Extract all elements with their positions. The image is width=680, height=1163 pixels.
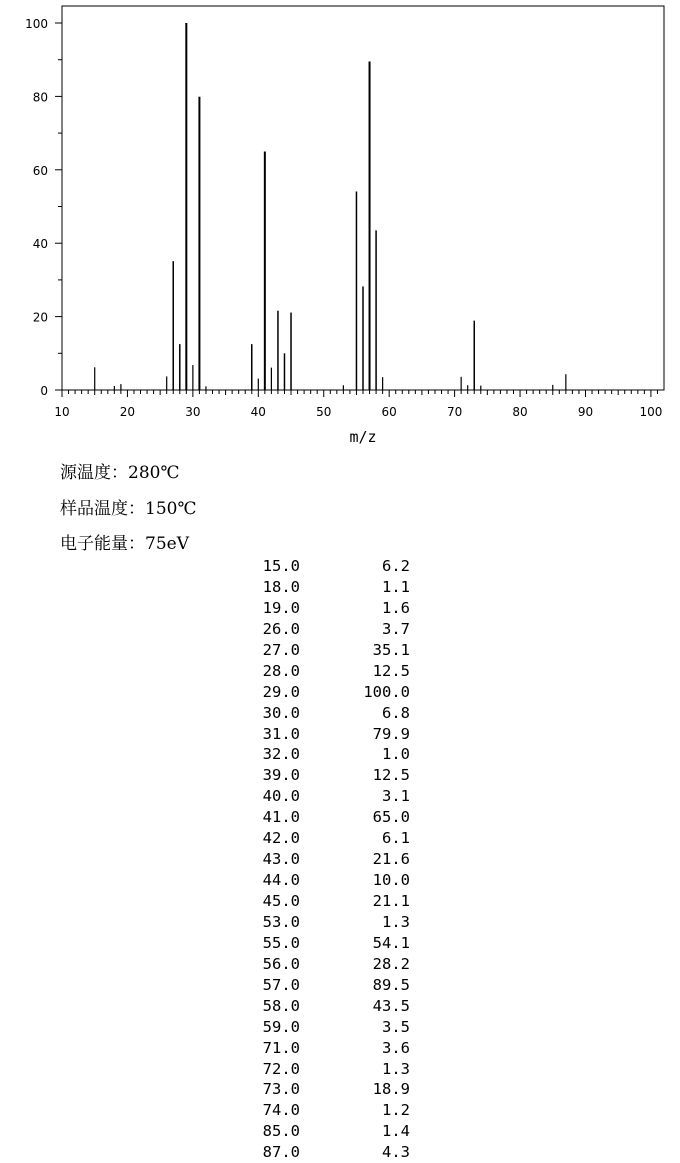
table-row [240,1059,440,1080]
table-row [240,870,440,891]
intensity-value: 3.1 [382,787,410,806]
mz-value: 41.0 [262,808,300,827]
table-row [240,891,440,912]
x-tick-label: 30 [185,405,201,419]
mz-value: 44.0 [262,871,300,890]
table-row [240,807,440,828]
mz-value: 42.0 [262,829,300,848]
table-row [240,786,440,807]
intensity-value: 21.6 [372,850,410,869]
mz-value: 58.0 [262,996,300,1015]
mz-value: 39.0 [262,766,300,785]
mz-value: 57.0 [262,975,300,994]
intensity-value: 100.0 [363,682,410,701]
peak-table [240,556,440,1163]
electron-energy [60,529,189,554]
intensity-value: 12.5 [372,766,410,785]
mz-value: 74.0 [262,1101,300,1120]
mass-spectrum-chart [0,0,680,450]
intensity-value: 6.8 [382,703,410,722]
table-row [240,933,440,954]
y-tick-label: 100 [25,17,48,31]
x-axis-label: m/z [349,428,377,446]
table-row [240,765,440,786]
mz-value: 40.0 [262,787,300,806]
electron-energy-label: 电子能量： [60,534,145,554]
table-row [240,849,440,870]
mz-value: 45.0 [262,892,300,910]
table-row [240,682,440,703]
x-tick-label: 60 [381,405,397,419]
table-row [240,912,440,933]
mz-value: 55.0 [262,933,300,952]
spectrum-peaks [95,23,566,390]
mz-value: 71.0 [262,1038,300,1057]
intensity-value: 6.1 [382,829,410,848]
mz-value: 43.0 [262,850,300,869]
table-row [240,703,440,724]
intensity-value: 1.4 [382,1122,410,1141]
intensity-value: 43.5 [372,996,410,1015]
x-tick-label: 50 [316,405,332,419]
table-row [240,619,440,640]
y-axis [25,17,62,398]
intensity-value: 12.5 [372,661,410,680]
intensity-value: 3.7 [382,619,410,638]
mz-value: 59.0 [262,1017,300,1036]
intensity-value: 4.3 [382,1143,410,1162]
x-axis [54,390,662,419]
intensity-value: 1.6 [382,598,410,617]
intensity-value: 3.5 [382,1017,410,1036]
mz-value: 72.0 [262,1059,300,1078]
y-tick-label: 40 [32,237,48,252]
table-row [240,1100,440,1121]
table-row [240,577,440,598]
y-tick-label: 80 [32,90,48,105]
mz-value: 56.0 [262,954,300,973]
table-row [240,598,440,619]
mz-value: 18.0 [262,577,300,596]
y-tick-label: 60 [32,163,48,178]
intensity-value: 6.2 [382,557,410,575]
source-temperature-value: 280℃ [128,463,180,483]
intensity-value: 18.9 [372,1080,410,1099]
mz-value: 29.0 [262,682,300,701]
intensity-value: 1.1 [382,577,410,596]
intensity-value: 35.1 [372,640,410,659]
table-row [240,996,440,1017]
source-temperature-label: 源温度： [60,463,128,483]
intensity-value: 10.0 [372,871,410,890]
table-row [240,1017,440,1038]
table-row [240,556,440,577]
electron-energy-value: 75eV [145,534,189,554]
mz-value: 31.0 [262,724,300,743]
mz-value: 32.0 [262,745,300,764]
table-row [240,1079,440,1100]
x-tick-label: 90 [577,405,594,419]
intensity-value: 65.0 [372,808,410,827]
x-tick-label: 10 [54,405,70,419]
table-row [240,1121,440,1142]
intensity-value: 79.9 [372,724,410,743]
sample-temperature-label: 样品温度： [60,499,145,519]
mz-value: 27.0 [262,640,300,659]
table-row [240,828,440,849]
source-temperature [60,458,179,483]
mz-value: 26.0 [262,619,300,638]
mz-value: 73.0 [262,1080,300,1099]
intensity-value: 1.3 [382,1059,410,1078]
table-row [240,640,440,661]
intensity-value: 21.1 [372,892,410,910]
sample-temperature [60,494,196,519]
x-tick-label: 80 [512,405,528,419]
mz-value: 30.0 [262,703,300,722]
intensity-value: 3.6 [382,1038,410,1057]
table-row [240,1038,440,1059]
mz-value: 53.0 [262,912,300,931]
x-tick-label: 20 [119,405,136,419]
intensity-value: 89.5 [372,975,410,994]
mz-value: 15.0 [262,557,300,575]
intensity-value: 1.0 [382,745,410,764]
intensity-value: 1.2 [382,1101,410,1120]
y-tick-label: 20 [32,310,48,325]
table-row [240,744,440,765]
intensity-value: 1.3 [382,912,410,931]
mz-value: 87.0 [262,1143,300,1162]
sample-temperature-value: 150℃ [145,499,197,519]
mz-value: 85.0 [262,1122,300,1141]
table-row [240,975,440,996]
x-tick-label: 40 [250,405,266,419]
intensity-value: 28.2 [372,954,410,973]
mz-value: 19.0 [262,598,300,617]
mz-value: 28.0 [262,661,300,680]
table-row [240,724,440,745]
intensity-value: 54.1 [372,933,410,952]
x-tick-label: 100 [639,405,663,419]
y-tick-label: 0 [40,384,48,398]
table-row [240,1142,440,1163]
table-row [240,954,440,975]
table-row [240,661,440,682]
x-tick-label: 70 [446,405,463,419]
